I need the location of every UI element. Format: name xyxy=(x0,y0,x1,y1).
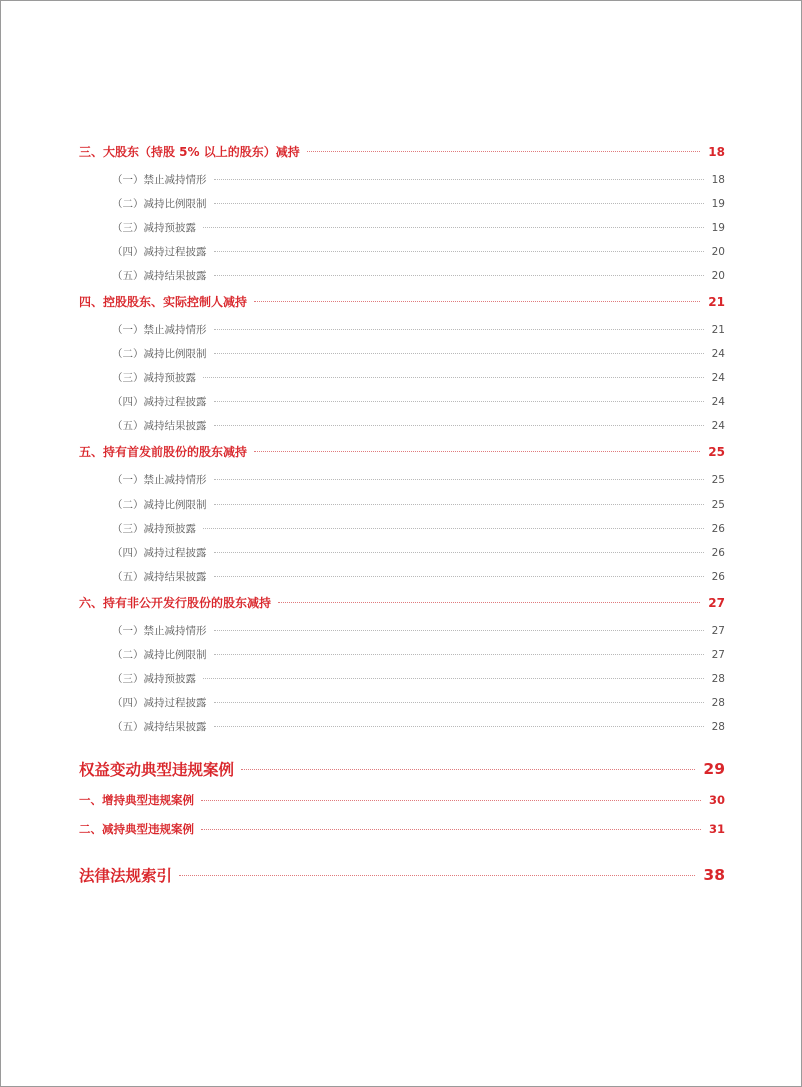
toc-subitem-title: （四）减持过程披露 xyxy=(112,396,207,408)
dot-leader xyxy=(179,875,695,876)
toc-page-number: 18 xyxy=(711,173,725,186)
toc-page-number: 28 xyxy=(711,696,725,709)
toc-subitem-title: （四）减持过程披露 xyxy=(112,547,207,559)
toc-page-number: 27 xyxy=(711,648,725,661)
toc-page-number: 30 xyxy=(708,793,725,807)
dot-leader xyxy=(203,678,704,679)
toc-page-number: 26 xyxy=(711,570,725,583)
toc-section-6[interactable] xyxy=(79,594,725,611)
dot-leader xyxy=(214,353,704,354)
toc-subitem[interactable] xyxy=(112,172,725,187)
dot-leader xyxy=(214,630,704,631)
toc-page-number: 38 xyxy=(703,866,725,884)
dot-leader xyxy=(254,451,700,452)
dot-leader xyxy=(203,227,704,228)
toc-subitem[interactable] xyxy=(112,623,725,638)
toc-subitem[interactable] xyxy=(112,569,725,584)
toc-page-number: 24 xyxy=(711,371,725,384)
dot-leader xyxy=(214,401,704,402)
toc-subitem-title: （五）减持结果披露 xyxy=(112,721,207,733)
toc-subitem-title: （一）禁止减持情形 xyxy=(112,324,207,336)
toc-subitem[interactable] xyxy=(112,497,725,512)
toc-subitem-title: （五）减持结果披露 xyxy=(112,270,207,282)
dot-leader xyxy=(241,769,695,770)
toc-subitem-title: （五）减持结果披露 xyxy=(112,571,207,583)
toc-subitem[interactable] xyxy=(112,545,725,560)
toc-subitem[interactable] xyxy=(112,268,725,283)
toc-subitem[interactable] xyxy=(112,220,725,235)
toc-page-number: 25 xyxy=(711,498,725,511)
toc-subitem[interactable] xyxy=(112,671,725,686)
toc-subitem-title: （二）减持比例限制 xyxy=(112,348,207,360)
dot-leader xyxy=(214,552,704,553)
dot-leader xyxy=(214,504,704,505)
dot-leader xyxy=(214,203,704,204)
dot-leader xyxy=(214,425,704,426)
toc-page-number: 27 xyxy=(708,595,725,610)
toc-chapter-law-index[interactable] xyxy=(79,864,725,886)
toc-chapter-title: 法律法规索引 xyxy=(79,867,173,885)
toc-page-number: 29 xyxy=(703,760,725,778)
toc-part-title: 二、减持典型违规案例 xyxy=(79,822,194,836)
toc-subitem-title: （二）减持比例限制 xyxy=(112,649,207,661)
toc-page-number: 24 xyxy=(711,347,725,360)
toc-subitem-title: （二）减持比例限制 xyxy=(112,499,207,511)
toc-section-3[interactable] xyxy=(79,143,725,160)
toc-subitem[interactable] xyxy=(112,719,725,734)
dot-leader xyxy=(203,377,704,378)
toc-page-number: 20 xyxy=(711,269,725,282)
toc-page-number: 31 xyxy=(708,822,725,836)
dot-leader xyxy=(214,576,704,577)
dot-leader xyxy=(201,800,701,801)
toc-section-4[interactable] xyxy=(79,293,725,310)
toc-part-reduce-cases[interactable] xyxy=(79,821,725,837)
dot-leader xyxy=(214,726,704,727)
toc-page-number: 26 xyxy=(711,522,725,535)
dot-leader xyxy=(254,301,700,302)
toc-subitem-title: （二）减持比例限制 xyxy=(112,198,207,210)
toc-subitem-title: （四）减持过程披露 xyxy=(112,246,207,258)
toc-subitem[interactable] xyxy=(112,196,725,211)
toc-subitem-title: （五）减持结果披露 xyxy=(112,420,207,432)
dot-leader xyxy=(203,528,704,529)
dot-leader xyxy=(214,275,704,276)
toc-subitem[interactable] xyxy=(112,418,725,433)
toc-page-number: 28 xyxy=(711,720,725,733)
toc-page-number: 19 xyxy=(711,197,725,210)
toc-part-increase-cases[interactable] xyxy=(79,792,725,808)
toc-page-number: 26 xyxy=(711,546,725,559)
toc-page-number: 27 xyxy=(711,624,725,637)
dot-leader xyxy=(214,251,704,252)
toc-page-number: 20 xyxy=(711,245,725,258)
toc-subitem[interactable] xyxy=(112,394,725,409)
toc-page-number: 21 xyxy=(708,294,725,309)
toc-section-title: 三、大股东（持股 5% 以上的股东）减持 xyxy=(79,145,300,159)
toc-page-number: 25 xyxy=(711,473,725,486)
toc-section-5[interactable] xyxy=(79,443,725,460)
dot-leader xyxy=(214,702,704,703)
toc-subitem[interactable] xyxy=(112,346,725,361)
toc-page-number: 25 xyxy=(708,444,725,459)
toc-subitem-title: （三）减持预披露 xyxy=(112,523,196,535)
toc-chapter-cases[interactable] xyxy=(79,758,725,780)
toc-subitem-title: （一）禁止减持情形 xyxy=(112,174,207,186)
dot-leader xyxy=(214,179,704,180)
toc-subitem-title: （三）减持预披露 xyxy=(112,222,196,234)
toc-subitem-title: （四）减持过程披露 xyxy=(112,697,207,709)
toc-page-number: 19 xyxy=(711,221,725,234)
toc-page-number: 28 xyxy=(711,672,725,685)
toc-subitem-title: （一）禁止减持情形 xyxy=(112,474,207,486)
toc-subitem[interactable] xyxy=(112,472,725,487)
toc-part-title: 一、增持典型违规案例 xyxy=(79,793,194,807)
toc-subitem[interactable] xyxy=(112,370,725,385)
toc-page-number: 24 xyxy=(711,419,725,432)
dot-leader xyxy=(278,602,700,603)
toc-page-number: 21 xyxy=(711,323,725,336)
toc-subitem[interactable] xyxy=(112,695,725,710)
toc-subitem-title: （三）减持预披露 xyxy=(112,673,196,685)
dot-leader xyxy=(214,479,704,480)
toc-subitem[interactable] xyxy=(112,322,725,337)
toc-chapter-title: 权益变动典型违规案例 xyxy=(79,761,235,779)
toc-section-title: 四、控股股东、实际控制人减持 xyxy=(79,295,248,309)
dot-leader xyxy=(201,829,701,830)
toc-section-title: 六、持有非公开发行股份的股东减持 xyxy=(79,596,272,610)
toc-subitem[interactable] xyxy=(112,244,725,259)
toc-subitem[interactable] xyxy=(112,647,725,662)
dot-leader xyxy=(307,151,701,152)
toc-page-number: 18 xyxy=(708,144,725,159)
toc-subitem[interactable] xyxy=(112,521,725,536)
toc-section-title: 五、持有首发前股份的股东减持 xyxy=(79,445,248,459)
toc-subitem-title: （三）减持预披露 xyxy=(112,372,196,384)
dot-leader xyxy=(214,654,704,655)
dot-leader xyxy=(214,329,704,330)
toc-subitem-title: （一）禁止减持情形 xyxy=(112,625,207,637)
toc-page-number: 24 xyxy=(711,395,725,408)
